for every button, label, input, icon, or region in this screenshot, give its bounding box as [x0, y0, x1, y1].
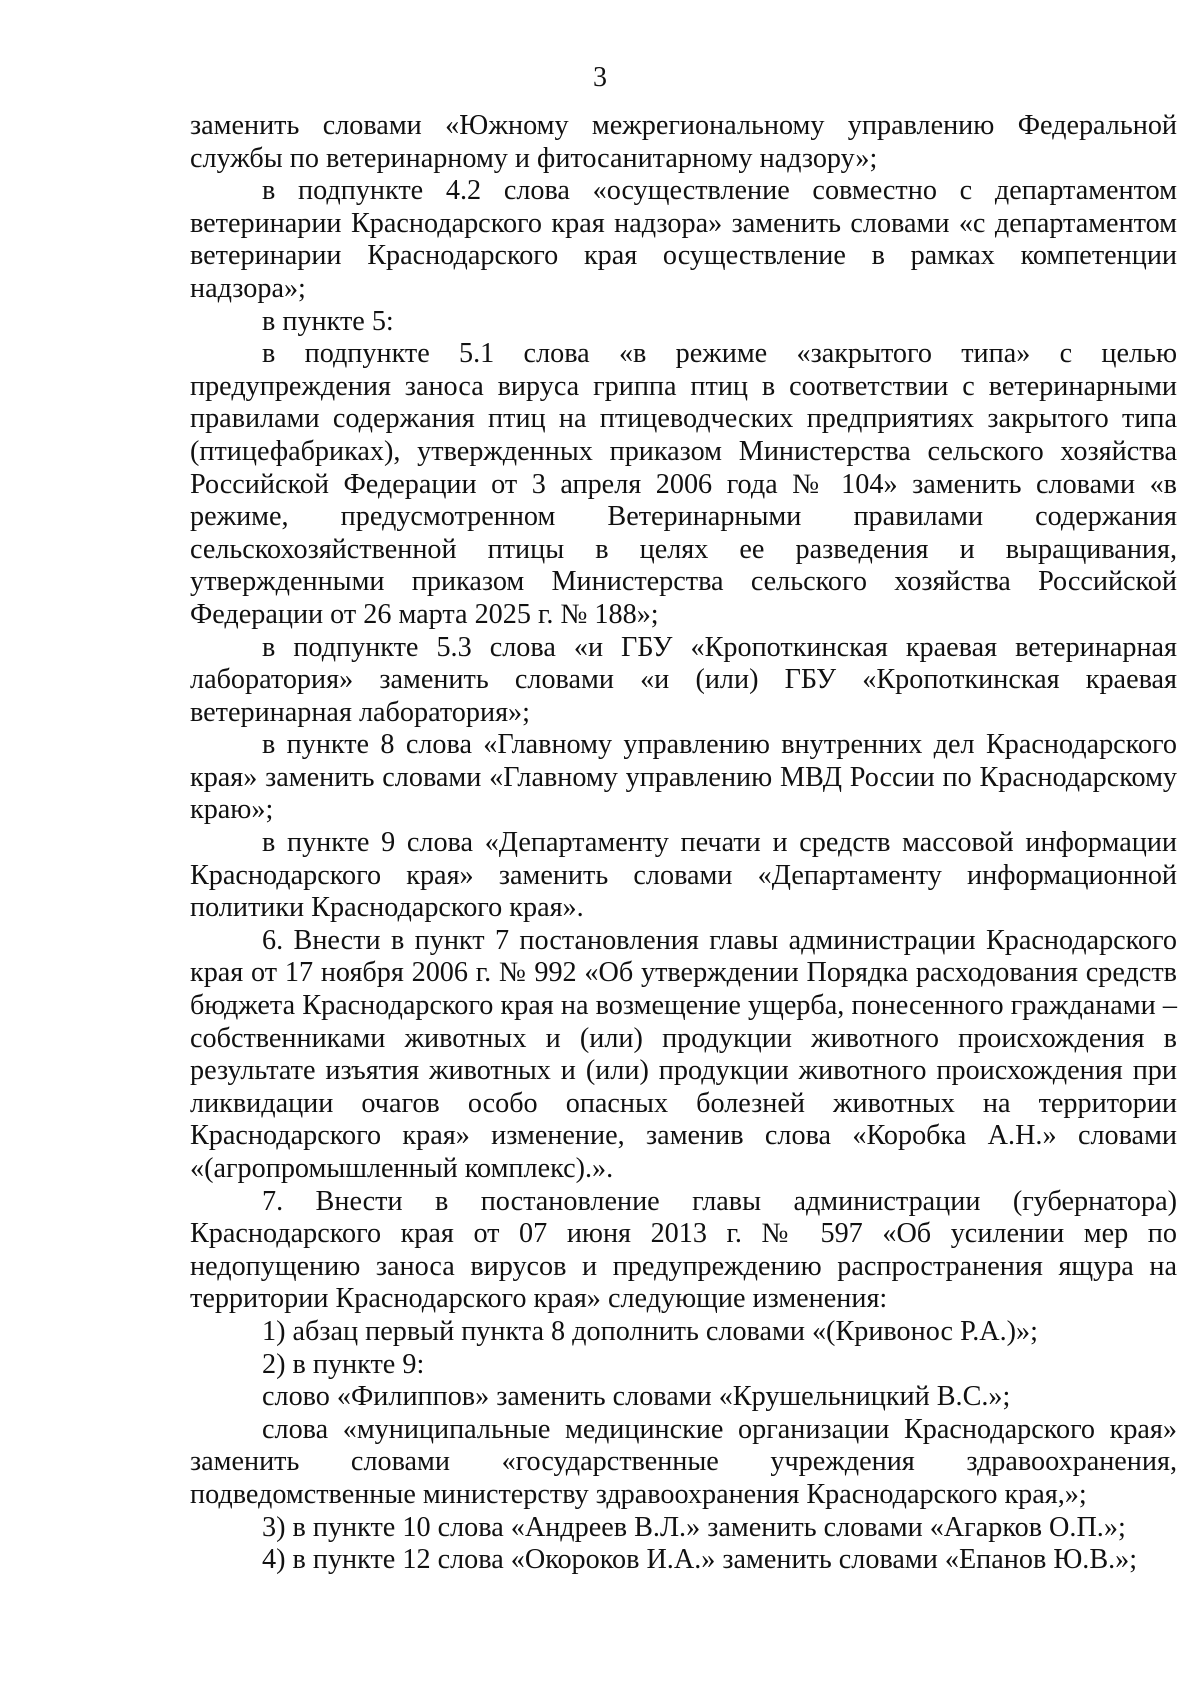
paragraph: слова «муниципальные медицинские организации Краснодарского края» заменить словами «государственные учреждения здравоохранения, подведомственные министерству здравоохранения Краснодарского края,»;: [190, 1413, 1177, 1510]
paragraph: в подпункте 4.2 слова «осуществление совместно с департаментом ветеринарии Краснодарского края надзора» заменить словами «с департаментом ветеринарии Краснодарского края осуществление в рамках компетенции надзора»;: [190, 175, 1177, 304]
paragraph: 1) абзац первый пункта 8 дополнить словами «(Кривонос Р.А.)»;: [262, 1315, 1038, 1347]
paragraph: слово «Филиппов» заменить словами «Крушельницкий В.С.»;: [262, 1381, 1011, 1413]
paragraph: в пункте 5:: [262, 305, 394, 337]
paragraph: в подпункте 5.3 слова «и ГБУ «Кропоткинская краевая ветеринарная лаборатория» заменить словами «и (или) ГБУ «Кропоткинская краевая ветеринарная лаборатория»;: [190, 631, 1177, 728]
paragraph: в подпункте 5.1 слова «в режиме «закрытого типа» с целью предупреждения заноса вируса гриппа птиц в соответствии с ветеринарными правилами содержания птиц на птицеводческих предприятиях закрытого типа (птицефабриках), утвержденных приказом Министерства сельского хозяйства Российской Федерации от 3 апреля 2006 года № 104» заменить словами «в режиме, предусмотренном Ветеринарными правилами содержания сельскохозяйственной птицы в целях ее разведения и выращивания, утвержденными приказом Министерства сельского хозяйства Российской Федерации от 26 марта 2025 г. № 188»;: [190, 338, 1177, 630]
paragraph: 4) в пункте 12 слова «Окороков И.А.» заменить словами «Епанов Ю.В.»;: [262, 1544, 1138, 1576]
paragraph: в пункте 9 слова «Департаменту печати и средств массовой информации Краснодарского края» заменить словами «Департаменту информационной политики Краснодарского края».: [190, 827, 1177, 924]
paragraph: 2) в пункте 9:: [262, 1348, 425, 1380]
paragraph: в пункте 8 слова «Главному управлению внутренних дел Краснодарского края» заменить словами «Главному управлению МВД России по Краснодарскому краю»;: [190, 729, 1177, 826]
paragraph: 3) в пункте 10 слова «Андреев В.Л.» заменить словами «Агарков О.П.»;: [262, 1511, 1126, 1543]
paragraph: 6. Внести в пункт 7 постановления главы администрации Краснодарского края от 17 ноября 2006 г. № 992 «Об утверждении Порядка расходования средств бюджета Краснодарского края на возмещение ущерба, понесенного гражданами – собственниками животных и (или) продукции животного происхождения в результате изъятия животных и (или) продукции животного происхождения при ликвидации очагов особо опасных болезней животных на территории Краснодарского края» изменение, заменив слова «Коробка А.Н.» словами «(агропромышленный комплекс).».: [190, 924, 1177, 1184]
document-body: [190, 110, 1177, 1577]
paragraph: 7. Внести в постановление главы администрации (губернатора) Краснодарского края от 07 июня 2013 г. № 597 «Об усилении мер по недопущению заноса вирусов и предупреждению распространения ящура на территории Краснодарского края» следующие изменения:: [190, 1185, 1177, 1315]
page-number: 3: [593, 62, 607, 93]
paragraph: заменить словами «Южному межрегиональному управлению Федеральной службы по ветеринарному и фитосанитарному надзору»;: [190, 110, 1177, 174]
